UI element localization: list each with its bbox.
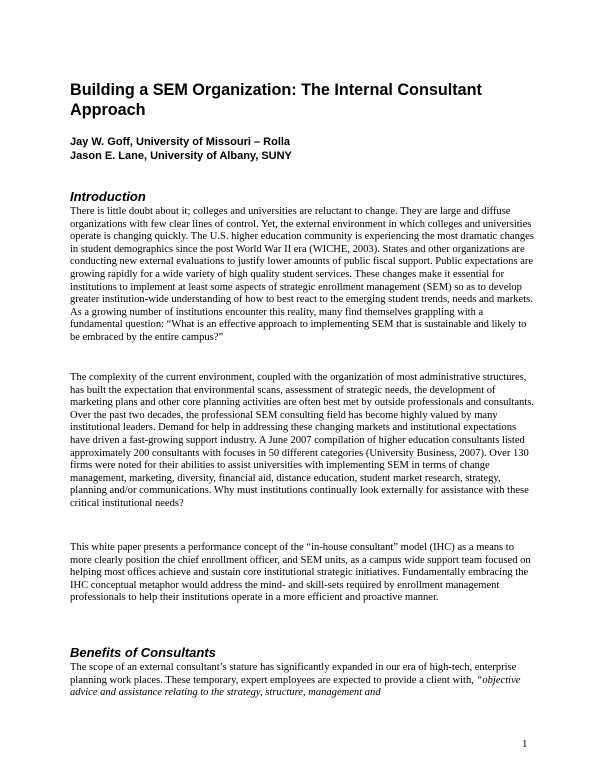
page-number: 1	[522, 738, 528, 750]
paragraph: This white paper presents a performance concept of the “in-house consultant” model (IHC) as a means to more clearly position the chief enrollment officer, and SEM units, as a campus wide support team focused on helping most offices achieve and sustain core institutional strategic initiatives. Fundamentally embracing the IHC conceptual metaphor would address the mind- and skill-sets required by enrollment management professionals to help their institutions operate in a more efficient and proactive manner.	[70, 542, 531, 604]
paragraph: There is little doubt about it; colleges and universities are reluctant to change. They are large and diffuse organizations with few clear lines of control. Yet, the external environment in which colleges and universities operate is changing quickly. The U.S. higher education community is experiencing the most dramatic changes in student demographics since the post World War II era (WICHE, 2003). States and other organizations are conducting new external evaluations to justify lower amounts of public fiscal support. Public expectations are growing rapidly for a wide variety of high quality student services. These changes make it essential for institutions to implement at least some aspects of strategic enrollment management (SEM) so as to develop greater institution-wide understanding of how to best react to the emerging student trends, needs and markets. As a growing number of institutions encounter this reality, many find themselves grappling with a fundamental question: “What is an effective approach to implementing SEM that is sustainable and likely to be embraced by the entire campus?”	[70, 206, 534, 343]
quoted-definition: “objective advice and assistance relating to the strategy, structure, management and	[70, 674, 521, 699]
paragraph	[70, 662, 536, 700]
author-line: Jason E. Lane, University of Albany, SUNY	[70, 150, 292, 162]
introduction-heading: Introduction	[70, 189, 146, 204]
benefits-heading: Benefits of Consultants	[70, 645, 216, 660]
author-list	[70, 135, 540, 163]
document-title: Building a SEM Organization: The Internal Consultant Approach	[70, 81, 482, 119]
paragraph-text: The scope of an external consultant’s stature has significantly expanded in our era of high-tech, enterprise planning work places. These temporary, expert employees are expected to provide a client with,	[70, 662, 517, 686]
author-line: Jay W. Goff, University of Missouri – Rolla	[70, 136, 291, 148]
paragraph: The complexity of the current environment, coupled with the organization of most administrative structures, has built the expectation that environmental scans, assessment of strategic needs, the development of marketing plans and other core planning activities are often best met by outside professionals and consultants. Over the past two decades, the professional SEM consulting field has become highly valued by many institutional leaders. Demand for help in addressing these changing markets and institutional expectations have driven a fast-growing support industry. A June 2007 compilation of higher education consultants listed approximately 200 consultants with focuses in 50 different categories (University Business, 2007). Over 130 firms were noted for their abilities to assist universities with implementing SEM in terms of change management, marketing, diversity, financial aid, distance education, student market research, strategy, planning and/or communications. Why must institutions continually look externally for assistance with these critical institutional needs?	[70, 372, 534, 509]
